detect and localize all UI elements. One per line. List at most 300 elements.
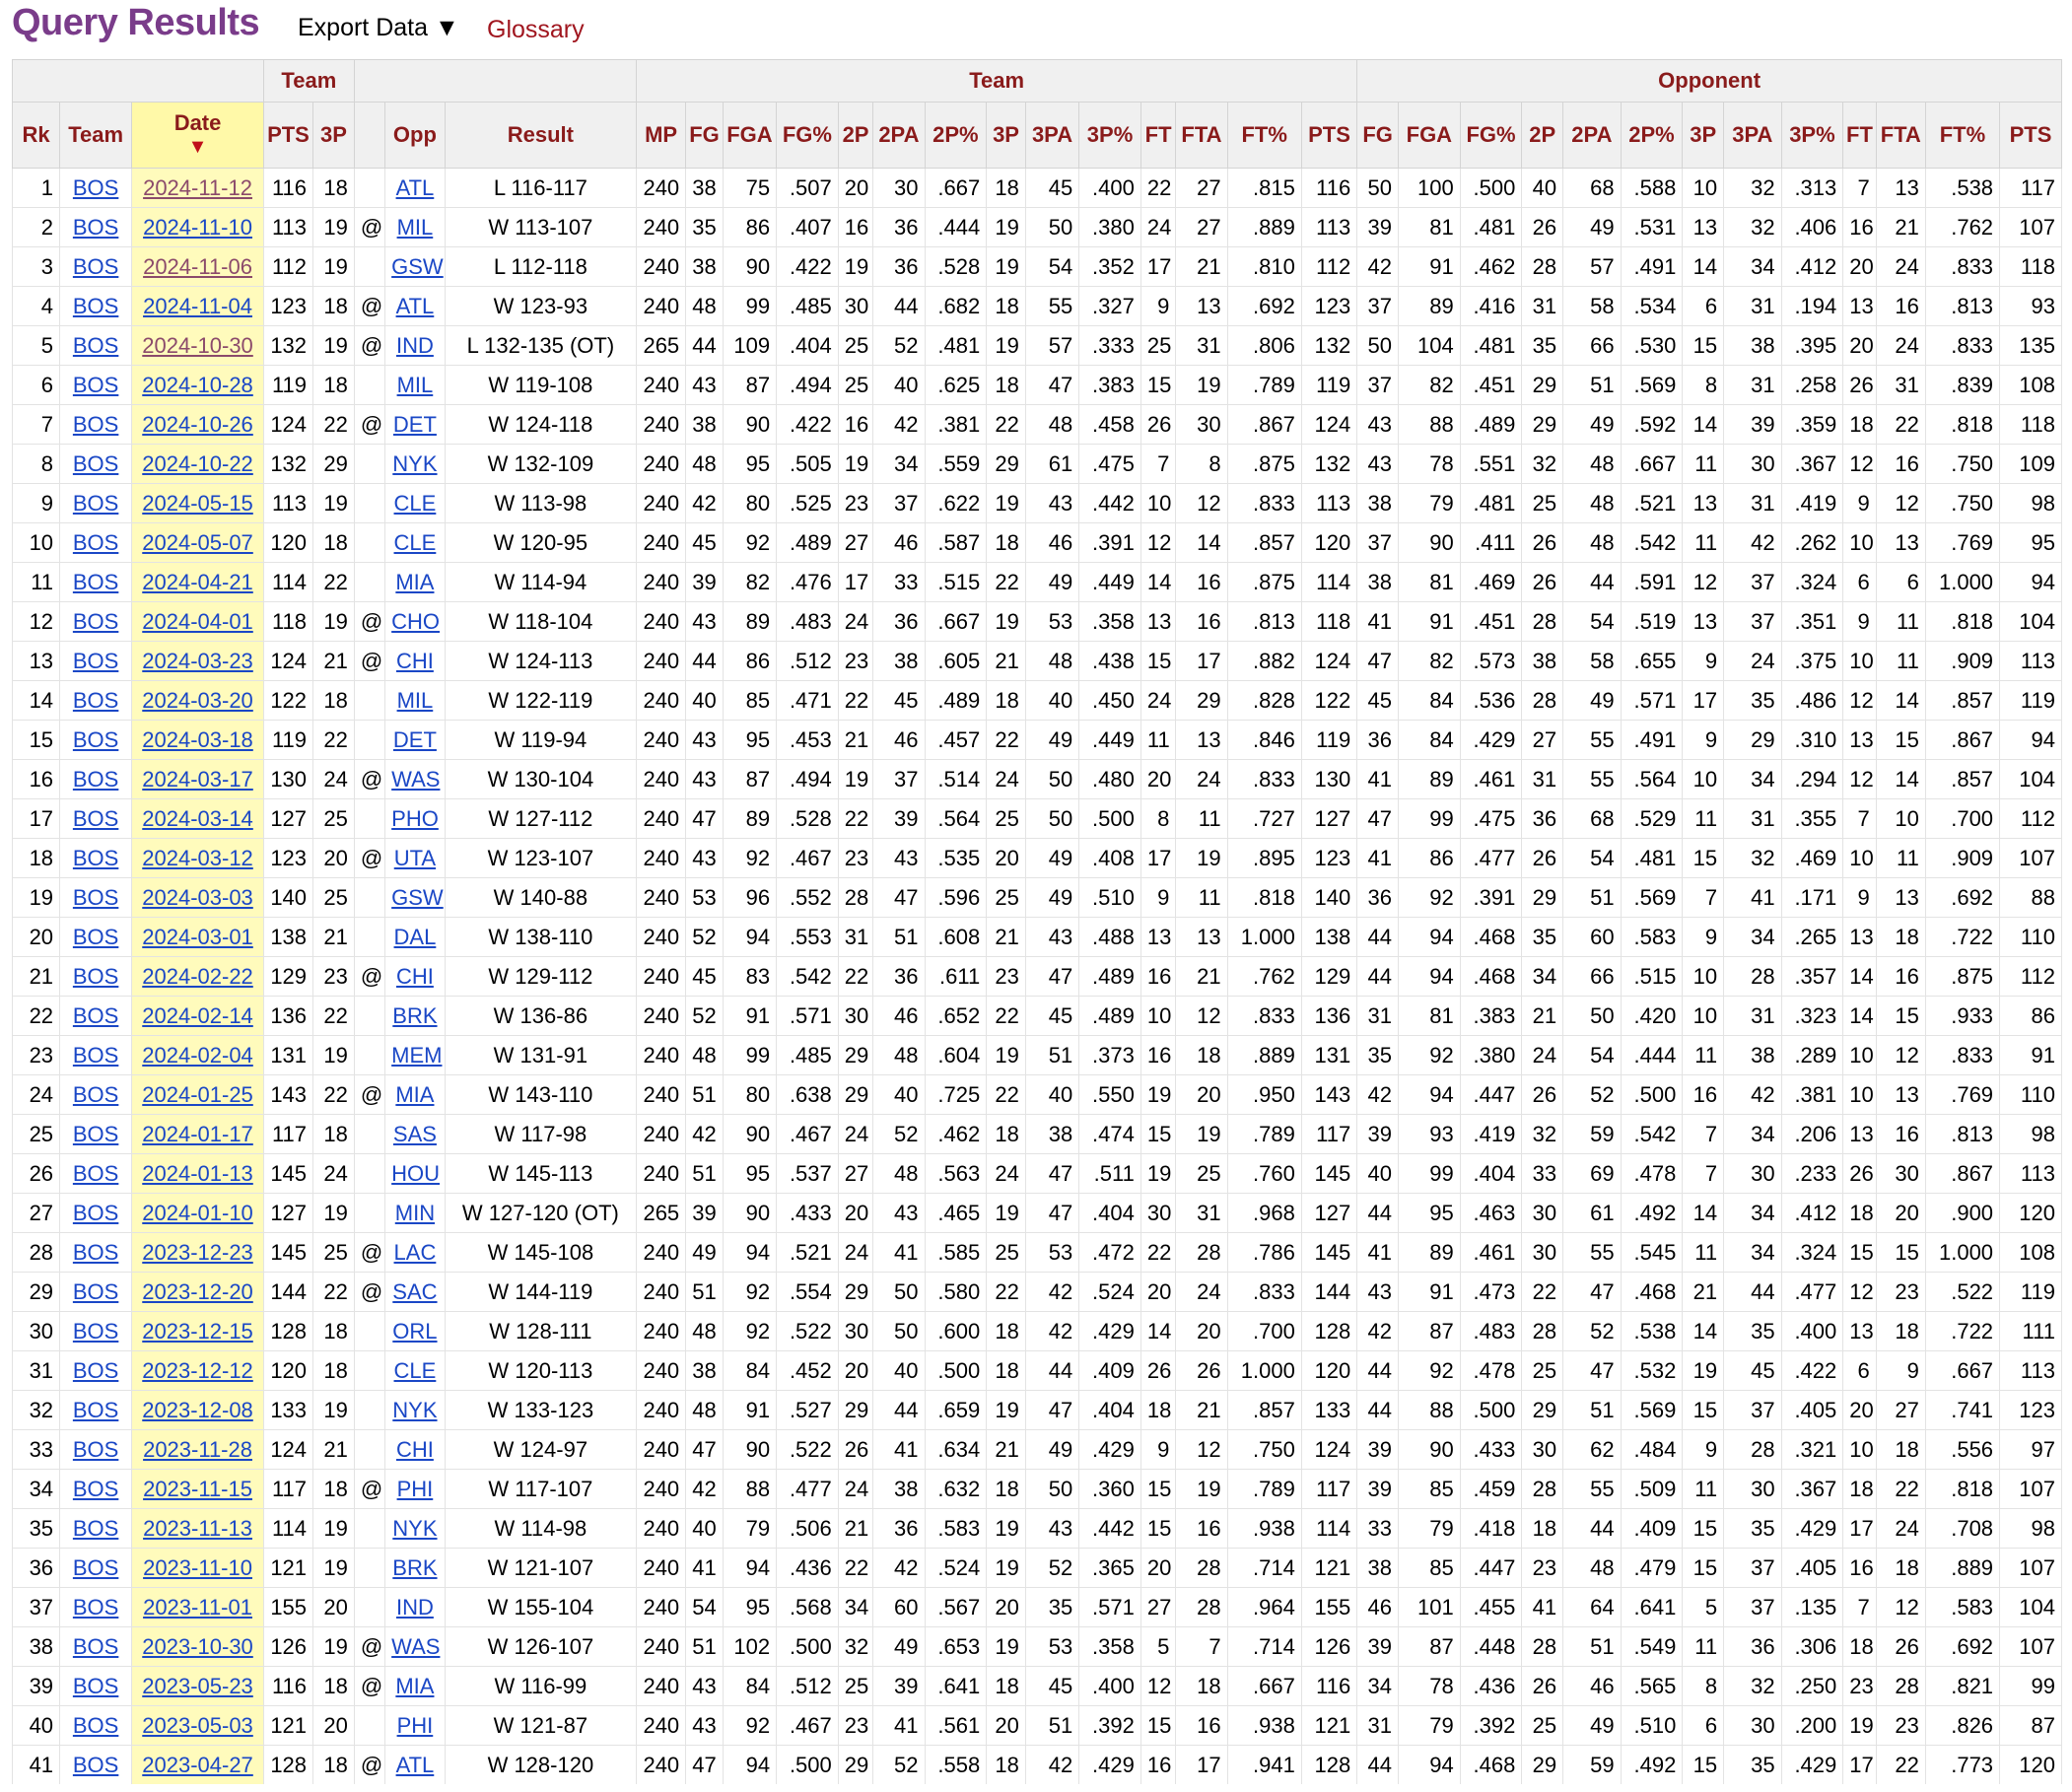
- cell-17: .475: [1079, 445, 1141, 484]
- cell-15: 21: [987, 642, 1026, 681]
- date-link[interactable]: 2024-03-20: [142, 687, 253, 713]
- cell-1: [60, 1667, 132, 1706]
- team-link[interactable]: BOS: [72, 214, 119, 240]
- cell-2: [132, 957, 264, 997]
- cell-10: 84: [723, 1351, 776, 1391]
- cell-9: 43: [686, 366, 724, 405]
- date-link[interactable]: 2024-02-04: [142, 1042, 253, 1068]
- opponent-link[interactable]: UTA: [393, 845, 437, 870]
- table-row: [13, 1312, 2062, 1351]
- cell-13: 36: [873, 602, 925, 642]
- team-link[interactable]: BOS: [72, 687, 119, 713]
- date-link[interactable]: 2024-03-01: [142, 924, 253, 949]
- opponent-link[interactable]: LAC: [393, 1239, 437, 1265]
- date-link[interactable]: 2024-11-12: [143, 174, 252, 200]
- cell-10: 86: [723, 642, 776, 681]
- cell-32: 20: [1876, 1194, 1925, 1233]
- date-link[interactable]: 2023-12-08: [142, 1397, 253, 1422]
- cell-11: .407: [777, 208, 839, 247]
- cell-17: .524: [1079, 1273, 1141, 1312]
- date-link[interactable]: 2023-12-23: [142, 1239, 253, 1265]
- team-link[interactable]: BOS: [72, 174, 119, 200]
- cell-20: .806: [1227, 326, 1301, 366]
- cell-8: 240: [637, 1627, 686, 1667]
- column-header-12[interactable]: 2P: [838, 103, 873, 169]
- date-link[interactable]: 2024-01-10: [142, 1200, 253, 1225]
- cell-12: 23: [838, 484, 873, 523]
- cell-32: 11: [1876, 602, 1925, 642]
- opponent-link[interactable]: MIA: [395, 569, 435, 594]
- team-link[interactable]: BOS: [72, 1397, 119, 1422]
- cell-26: 54: [1563, 839, 1622, 878]
- column-header-28[interactable]: 3P: [1683, 103, 1724, 169]
- cell-29: 30: [1724, 1154, 1782, 1194]
- opponent-link[interactable]: MIA: [395, 1673, 435, 1698]
- column-header-4[interactable]: 3P: [313, 103, 355, 169]
- opponent-link[interactable]: WAS: [391, 766, 441, 792]
- opponent-link[interactable]: PHI: [396, 1476, 434, 1501]
- date-link[interactable]: 2024-11-06: [143, 253, 252, 279]
- cell-9: 39: [686, 563, 724, 602]
- column-header-30[interactable]: 3P%: [1781, 103, 1843, 169]
- team-link[interactable]: BOS: [72, 1239, 119, 1265]
- opponent-link[interactable]: PHI: [396, 1712, 434, 1738]
- cell-18: 15: [1140, 1706, 1176, 1746]
- opponent-link[interactable]: DET: [392, 411, 437, 437]
- opponent-link[interactable]: IND: [395, 332, 434, 358]
- cell-24: .448: [1460, 1627, 1522, 1667]
- team-link[interactable]: BOS: [72, 608, 119, 634]
- cell-34: 87: [2000, 1706, 2062, 1746]
- team-link[interactable]: BOS: [72, 805, 119, 831]
- cell-24: .463: [1460, 1194, 1522, 1233]
- table-row: [13, 918, 2062, 957]
- column-header-2[interactable]: [132, 103, 264, 169]
- team-link[interactable]: BOS: [72, 884, 119, 910]
- column-header-5[interactable]: [354, 103, 384, 169]
- cell-24: .391: [1460, 878, 1522, 918]
- team-link[interactable]: BOS: [72, 569, 119, 594]
- date-link[interactable]: 2024-04-21: [142, 569, 253, 594]
- cell-23: 94: [1399, 1746, 1461, 1785]
- team-link[interactable]: BOS: [72, 1515, 119, 1541]
- column-header-8[interactable]: MP: [637, 103, 686, 169]
- column-header-20[interactable]: FT%: [1227, 103, 1301, 169]
- date-link[interactable]: 2024-03-17: [142, 766, 253, 792]
- cell-4: 19: [313, 326, 355, 366]
- opponent-link[interactable]: CHO: [391, 608, 441, 634]
- cell-2: [132, 1746, 264, 1785]
- cell-23: 88: [1399, 1391, 1461, 1430]
- cell-16: 35: [1025, 1588, 1078, 1627]
- date-link[interactable]: 2023-05-23: [142, 1673, 253, 1698]
- cell-11: .512: [777, 1667, 839, 1706]
- cell-2: [132, 1588, 264, 1627]
- column-header-9[interactable]: FG: [686, 103, 724, 169]
- date-link[interactable]: 2023-12-12: [142, 1357, 253, 1383]
- cell-23: 82: [1399, 642, 1461, 681]
- opponent-link[interactable]: GSW: [391, 253, 444, 279]
- opponent-link[interactable]: ATL: [395, 174, 435, 200]
- opponent-link[interactable]: CLE: [393, 529, 437, 555]
- cell-13: 49: [873, 1627, 925, 1667]
- cell-34: 135: [2000, 326, 2062, 366]
- cell-30: .351: [1781, 602, 1843, 642]
- team-link[interactable]: BOS: [72, 1160, 119, 1186]
- cell-29: 30: [1724, 1706, 1782, 1746]
- cell-0: 21: [13, 957, 60, 997]
- export-data-dropdown[interactable]: Export Data ▼: [298, 14, 459, 41]
- cell-6: [385, 1194, 446, 1233]
- cell-30: .486: [1781, 681, 1843, 721]
- cell-11: .528: [777, 799, 839, 839]
- cell-23: 99: [1399, 1154, 1461, 1194]
- cell-34: 98: [2000, 1115, 2062, 1154]
- table-row: [13, 642, 2062, 681]
- cell-7: W 129-112: [445, 957, 636, 997]
- team-link[interactable]: BOS: [72, 1633, 119, 1659]
- cell-12: 32: [838, 1627, 873, 1667]
- opponent-link[interactable]: MIL: [396, 372, 434, 397]
- opponent-link[interactable]: GSW: [391, 884, 444, 910]
- team-link[interactable]: BOS: [72, 845, 119, 870]
- cell-0: 35: [13, 1509, 60, 1549]
- cell-13: 40: [873, 1351, 925, 1391]
- column-header-29[interactable]: 3PA: [1724, 103, 1782, 169]
- team-link[interactable]: BOS: [72, 963, 119, 989]
- cell-16: 49: [1025, 721, 1078, 760]
- cell-14: .587: [925, 523, 987, 563]
- cell-12: 29: [838, 1391, 873, 1430]
- date-link[interactable]: 2023-11-13: [143, 1515, 252, 1541]
- date-link[interactable]: 2023-11-10: [143, 1554, 252, 1580]
- cell-22: 39: [1357, 1430, 1399, 1470]
- date-link[interactable]: 2023-12-15: [142, 1318, 253, 1344]
- cell-6: [385, 1075, 446, 1115]
- cell-5: [354, 878, 384, 918]
- cell-2: [132, 681, 264, 721]
- team-link[interactable]: BOS: [72, 766, 119, 792]
- cell-20: .895: [1227, 839, 1301, 878]
- column-header-1[interactable]: Team: [60, 103, 132, 169]
- cell-29: 30: [1724, 1470, 1782, 1509]
- cell-15: 22: [987, 997, 1026, 1036]
- column-header-10[interactable]: FGA: [723, 103, 776, 169]
- cell-21: 127: [1301, 1194, 1356, 1233]
- cell-5: [354, 1509, 384, 1549]
- date-link[interactable]: 2023-11-28: [143, 1436, 252, 1462]
- cell-17: .392: [1079, 1706, 1141, 1746]
- cell-33: .750: [1925, 445, 1999, 484]
- column-header-24[interactable]: FG%: [1460, 103, 1522, 169]
- date-link[interactable]: 2024-03-12: [142, 845, 253, 870]
- cell-14: .634: [925, 1430, 987, 1470]
- date-link[interactable]: 2023-11-15: [143, 1476, 252, 1501]
- date-link[interactable]: 2023-11-01: [143, 1594, 252, 1620]
- opponent-link[interactable]: CLE: [393, 1357, 437, 1383]
- team-link[interactable]: BOS: [72, 1436, 119, 1462]
- cell-17: .429: [1079, 1746, 1141, 1785]
- date-link[interactable]: 2024-02-22: [142, 963, 253, 989]
- team-link[interactable]: BOS: [72, 1712, 119, 1738]
- opponent-link[interactable]: SAS: [392, 1121, 437, 1146]
- date-link[interactable]: 2024-01-17: [142, 1121, 253, 1146]
- opponent-link[interactable]: MIL: [396, 687, 434, 713]
- cell-16: 42: [1025, 1273, 1078, 1312]
- cell-23: 85: [1399, 1470, 1461, 1509]
- cell-28: 15: [1683, 839, 1724, 878]
- cell-8: 240: [637, 1273, 686, 1312]
- opponent-link[interactable]: BRK: [392, 1002, 438, 1028]
- date-link[interactable]: 2024-10-22: [142, 450, 253, 476]
- opponent-link[interactable]: PHO: [391, 805, 439, 831]
- team-link[interactable]: BOS: [72, 293, 119, 318]
- cell-33: .692: [1925, 1627, 1999, 1667]
- cell-29: 31: [1724, 287, 1782, 326]
- cell-2: [132, 1509, 264, 1549]
- opponent-link[interactable]: CLE: [393, 490, 437, 516]
- team-link[interactable]: BOS: [72, 648, 119, 673]
- cell-33: .762: [1925, 208, 1999, 247]
- column-header-18[interactable]: FT: [1140, 103, 1176, 169]
- opponent-link[interactable]: MIA: [395, 1081, 435, 1107]
- date-link[interactable]: 2023-04-27: [142, 1752, 253, 1777]
- team-link[interactable]: BOS: [72, 1042, 119, 1068]
- opponent-link[interactable]: ATL: [395, 1752, 435, 1777]
- cell-27: .530: [1621, 326, 1683, 366]
- opponent-link[interactable]: CHI: [395, 1436, 434, 1462]
- date-link[interactable]: 2023-10-30: [142, 1633, 253, 1659]
- date-link[interactable]: 2024-11-10: [143, 214, 252, 240]
- opponent-link[interactable]: MIN: [394, 1200, 436, 1225]
- team-link[interactable]: BOS: [72, 1278, 119, 1304]
- date-link[interactable]: 2024-10-30: [142, 332, 253, 358]
- date-link[interactable]: 2024-11-04: [143, 293, 252, 318]
- cell-33: .538: [1925, 169, 1999, 208]
- column-header-34[interactable]: PTS: [2000, 103, 2062, 169]
- opponent-link[interactable]: MEM: [391, 1042, 443, 1068]
- column-header-7[interactable]: Result: [445, 103, 636, 169]
- cell-13: 45: [873, 681, 925, 721]
- cell-14: .667: [925, 169, 987, 208]
- column-header-26[interactable]: 2PA: [1563, 103, 1622, 169]
- column-header-19[interactable]: FTA: [1176, 103, 1227, 169]
- cell-18: 25: [1140, 326, 1176, 366]
- date-link[interactable]: 2024-03-14: [142, 805, 253, 831]
- column-header-15[interactable]: 3P: [987, 103, 1026, 169]
- cell-32: 16: [1876, 957, 1925, 997]
- cell-27: .510: [1621, 1706, 1683, 1746]
- date-link[interactable]: 2024-03-23: [142, 648, 253, 673]
- column-header-13[interactable]: 2PA: [873, 103, 925, 169]
- cell-25: 25: [1522, 1706, 1563, 1746]
- team-link[interactable]: BOS: [72, 490, 119, 516]
- cell-20: .789: [1227, 366, 1301, 405]
- cell-8: 240: [637, 1115, 686, 1154]
- date-link[interactable]: 2024-01-13: [142, 1160, 253, 1186]
- team-link[interactable]: BOS: [72, 1318, 119, 1344]
- date-link[interactable]: 2024-02-14: [142, 1002, 253, 1028]
- team-link[interactable]: BOS: [72, 1002, 119, 1028]
- column-header-3[interactable]: PTS: [263, 103, 312, 169]
- team-link[interactable]: BOS: [72, 332, 119, 358]
- cell-5: @: [354, 208, 384, 247]
- cell-31: 13: [1843, 721, 1876, 760]
- opponent-link[interactable]: SAC: [392, 1278, 438, 1304]
- cell-26: 48: [1563, 1549, 1622, 1588]
- cell-10: 89: [723, 799, 776, 839]
- date-link[interactable]: 2024-03-03: [142, 884, 253, 910]
- date-link[interactable]: 2023-12-20: [142, 1278, 253, 1304]
- cell-1: [60, 1509, 132, 1549]
- opponent-link[interactable]: CHI: [395, 648, 434, 673]
- opponent-link[interactable]: HOU: [391, 1160, 441, 1186]
- cell-30: .367: [1781, 1470, 1843, 1509]
- team-link[interactable]: BOS: [72, 1081, 119, 1107]
- column-header-21[interactable]: PTS: [1301, 103, 1356, 169]
- cell-34: 120: [2000, 1746, 2062, 1785]
- cell-8: 240: [637, 366, 686, 405]
- cell-1: [60, 1036, 132, 1075]
- column-header-11[interactable]: FG%: [777, 103, 839, 169]
- team-link[interactable]: BOS: [72, 411, 119, 437]
- cell-26: 51: [1563, 366, 1622, 405]
- date-link[interactable]: 2024-10-26: [142, 411, 253, 437]
- column-header-0[interactable]: Rk: [13, 103, 60, 169]
- team-link[interactable]: BOS: [72, 372, 119, 397]
- cell-26: 54: [1563, 602, 1622, 642]
- cell-28: 9: [1683, 918, 1724, 957]
- cell-21: 144: [1301, 1273, 1356, 1312]
- column-header-32[interactable]: FTA: [1876, 103, 1925, 169]
- cell-3: 121: [263, 1549, 312, 1588]
- team-link[interactable]: BOS: [72, 1357, 119, 1383]
- opponent-link[interactable]: NYK: [392, 450, 438, 476]
- cell-31: 6: [1843, 563, 1876, 602]
- team-link[interactable]: BOS: [72, 1594, 119, 1620]
- cell-3: 121: [263, 1706, 312, 1746]
- date-link[interactable]: 2024-04-01: [142, 608, 253, 634]
- team-link[interactable]: BOS: [72, 1752, 119, 1777]
- column-header-17[interactable]: 3P%: [1079, 103, 1141, 169]
- date-link[interactable]: 2024-10-28: [142, 372, 253, 397]
- cell-12: 24: [838, 1470, 873, 1509]
- opponent-link[interactable]: IND: [395, 1594, 434, 1620]
- team-link[interactable]: BOS: [72, 253, 119, 279]
- opponent-link[interactable]: NYK: [392, 1397, 438, 1422]
- cell-6: [385, 208, 446, 247]
- cell-9: 53: [686, 878, 724, 918]
- cell-32: 24: [1876, 1509, 1925, 1549]
- date-link[interactable]: 2024-03-18: [142, 726, 253, 752]
- date-link[interactable]: 2024-05-15: [142, 490, 253, 516]
- cell-23: 85: [1399, 1549, 1461, 1588]
- cell-2: [132, 839, 264, 878]
- cell-4: 19: [313, 484, 355, 523]
- opponent-link[interactable]: MIL: [396, 214, 434, 240]
- cell-0: 41: [13, 1746, 60, 1785]
- opponent-link[interactable]: ATL: [395, 293, 435, 318]
- team-link[interactable]: BOS: [72, 1200, 119, 1225]
- cell-20: 1.000: [1227, 1351, 1301, 1391]
- opponent-link[interactable]: CHI: [395, 963, 434, 989]
- team-link[interactable]: BOS: [72, 1554, 119, 1580]
- cell-11: .554: [777, 1273, 839, 1312]
- opponent-link[interactable]: NYK: [392, 1515, 438, 1541]
- team-link[interactable]: BOS: [72, 1476, 119, 1501]
- cell-17: .500: [1079, 799, 1141, 839]
- team-link[interactable]: BOS: [72, 1121, 119, 1146]
- cell-20: .833: [1227, 760, 1301, 799]
- team-link[interactable]: BOS: [72, 726, 119, 752]
- column-header-23[interactable]: FGA: [1399, 103, 1461, 169]
- column-header-31[interactable]: FT: [1843, 103, 1876, 169]
- cell-3: 114: [263, 563, 312, 602]
- date-link[interactable]: 2024-01-25: [142, 1081, 253, 1107]
- opponent-link[interactable]: WAS: [391, 1633, 441, 1659]
- cell-32: 30: [1876, 1154, 1925, 1194]
- cell-32: 16: [1876, 1115, 1925, 1154]
- cell-10: 95: [723, 721, 776, 760]
- cell-20: .875: [1227, 445, 1301, 484]
- table-row: [13, 1667, 2062, 1706]
- cell-14: .667: [925, 602, 987, 642]
- table-row: [13, 799, 2062, 839]
- cell-33: .818: [1925, 1470, 1999, 1509]
- cell-25: 28: [1522, 1312, 1563, 1351]
- cell-3: 116: [263, 169, 312, 208]
- cell-8: 240: [637, 1391, 686, 1430]
- team-link[interactable]: BOS: [72, 924, 119, 949]
- cell-30: .262: [1781, 523, 1843, 563]
- cell-16: 45: [1025, 169, 1078, 208]
- cell-24: .468: [1460, 957, 1522, 997]
- team-link[interactable]: BOS: [72, 450, 119, 476]
- cell-6: [385, 602, 446, 642]
- cell-28: 14: [1683, 1312, 1724, 1351]
- cell-21: 143: [1301, 1075, 1356, 1115]
- cell-5: @: [354, 760, 384, 799]
- cell-9: 35: [686, 208, 724, 247]
- cell-5: @: [354, 405, 384, 445]
- cell-27: .641: [1621, 1588, 1683, 1627]
- cell-13: 36: [873, 957, 925, 997]
- column-header-16[interactable]: 3PA: [1025, 103, 1078, 169]
- opponent-link[interactable]: DET: [392, 726, 437, 752]
- column-header-27[interactable]: 2P%: [1621, 103, 1683, 169]
- opponent-link[interactable]: BRK: [392, 1554, 438, 1580]
- cell-17: .429: [1079, 1312, 1141, 1351]
- team-link[interactable]: BOS: [72, 1673, 119, 1698]
- column-header-6[interactable]: Opp: [385, 103, 446, 169]
- date-link[interactable]: 2023-05-03: [142, 1712, 253, 1738]
- opponent-link[interactable]: ORL: [392, 1318, 438, 1344]
- cell-14: .457: [925, 721, 987, 760]
- date-link[interactable]: 2024-05-07: [142, 529, 253, 555]
- team-link[interactable]: BOS: [72, 529, 119, 555]
- cell-7: W 138-110: [445, 918, 636, 957]
- cell-0: 23: [13, 1036, 60, 1075]
- cell-30: .406: [1781, 208, 1843, 247]
- cell-21: 121: [1301, 1706, 1356, 1746]
- opponent-link[interactable]: DAL: [393, 924, 437, 949]
- column-header-14[interactable]: 2P%: [925, 103, 987, 169]
- column-header-25[interactable]: 2P: [1522, 103, 1563, 169]
- cell-25: 29: [1522, 366, 1563, 405]
- column-header-33[interactable]: FT%: [1925, 103, 1999, 169]
- column-header-22[interactable]: FG: [1357, 103, 1399, 169]
- glossary-link[interactable]: Glossary: [487, 16, 585, 43]
